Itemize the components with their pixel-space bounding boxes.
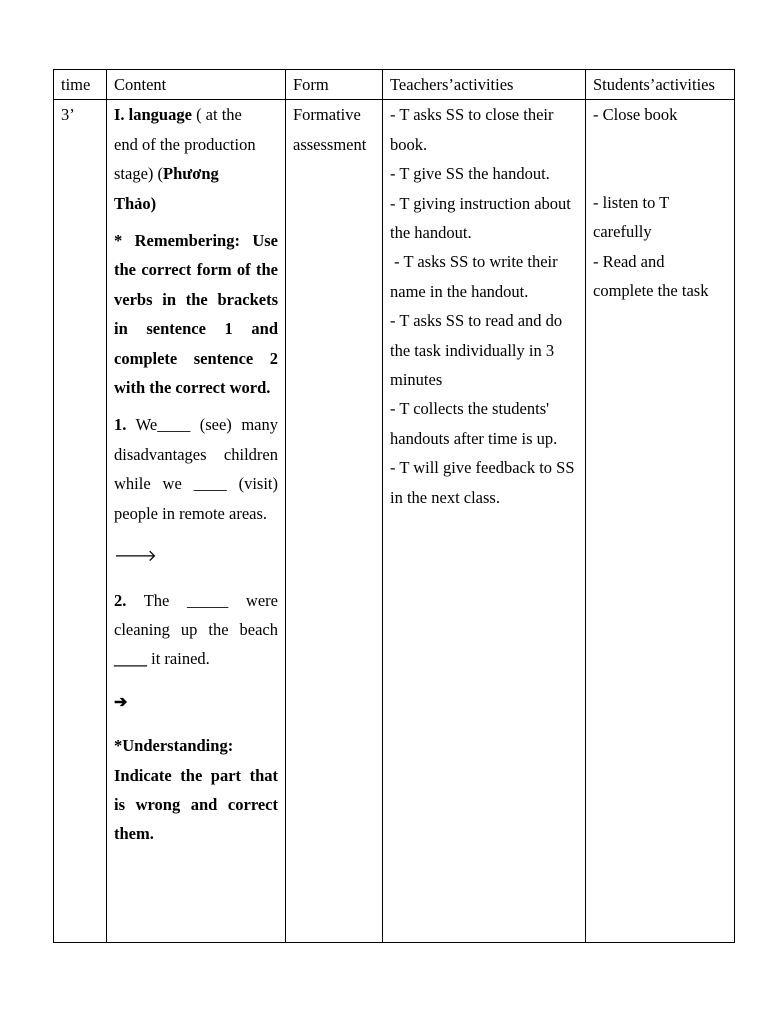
remembering-instruction: * Remembering: Use the correct form of the verbs in the brackets in sentence 1 and complete sentence 2 with the correct word. xyxy=(114,231,278,398)
question-1-number: 1. xyxy=(114,415,127,435)
question-1-text: We____ (see) many disadvantages children while we ____ (visit) people in remote areas. xyxy=(114,415,278,523)
student-activity: - listen to T carefully xyxy=(593,192,669,242)
author-name-2: Thảo) xyxy=(114,193,157,213)
author-name: Phương xyxy=(163,164,219,184)
section-note-3: stage) ( xyxy=(114,164,164,184)
question-1 xyxy=(114,410,278,528)
header-time: time xyxy=(54,70,107,100)
question-2 xyxy=(114,586,278,674)
section-note-1: ( at the xyxy=(191,105,242,125)
lesson-plan-table xyxy=(53,69,735,943)
question-2-number: 2. xyxy=(114,590,127,610)
student-activity: - Read and complete the task xyxy=(593,251,709,301)
header-students-activities: Students’activities xyxy=(586,70,735,100)
header-content: Content xyxy=(107,70,286,100)
table-row xyxy=(54,100,735,943)
teacher-activity: - T will give feedback to SS in the next class. xyxy=(390,458,575,507)
question-2-text-a: The _____ were cleaning up the beach xyxy=(114,590,278,639)
cell-students-activities xyxy=(586,100,735,943)
question-2-blank: ____ xyxy=(114,649,147,669)
cell-form: Formative assessment xyxy=(286,100,383,943)
answer-arrow-2: ➔ xyxy=(114,693,128,711)
section-title: I. language xyxy=(114,105,192,125)
teacher-activity: - T asks SS to read and do the task individually in 3 minutes xyxy=(390,311,563,390)
teacher-activity: - T asks SS to write their name in the handout. xyxy=(390,252,562,301)
header-teachers-activities: Teachers’activities xyxy=(383,70,586,100)
understanding-instruction: *Understanding: Indicate the part that is wrong and correct them. xyxy=(114,736,278,844)
section-note-2: end of the production xyxy=(114,134,256,154)
teacher-activity: - T giving instruction about the handout. xyxy=(390,193,571,243)
question-2-text-b: it rained. xyxy=(147,649,210,669)
cell-content xyxy=(107,100,286,943)
header-form: Form xyxy=(286,70,383,100)
student-activity: - Close book xyxy=(593,105,678,125)
table-header-row xyxy=(54,70,735,100)
section-heading xyxy=(114,100,278,218)
answer-arrow-1: 🡒 xyxy=(114,548,157,566)
teacher-activity: - T collects the students' handouts after time is up. xyxy=(390,399,558,448)
teacher-activity: - T asks SS to close their book. xyxy=(390,105,554,154)
cell-teachers-activities xyxy=(383,100,586,943)
teacher-activity: - T give SS the handout. xyxy=(390,164,550,184)
cell-time: 3’ xyxy=(54,100,107,943)
